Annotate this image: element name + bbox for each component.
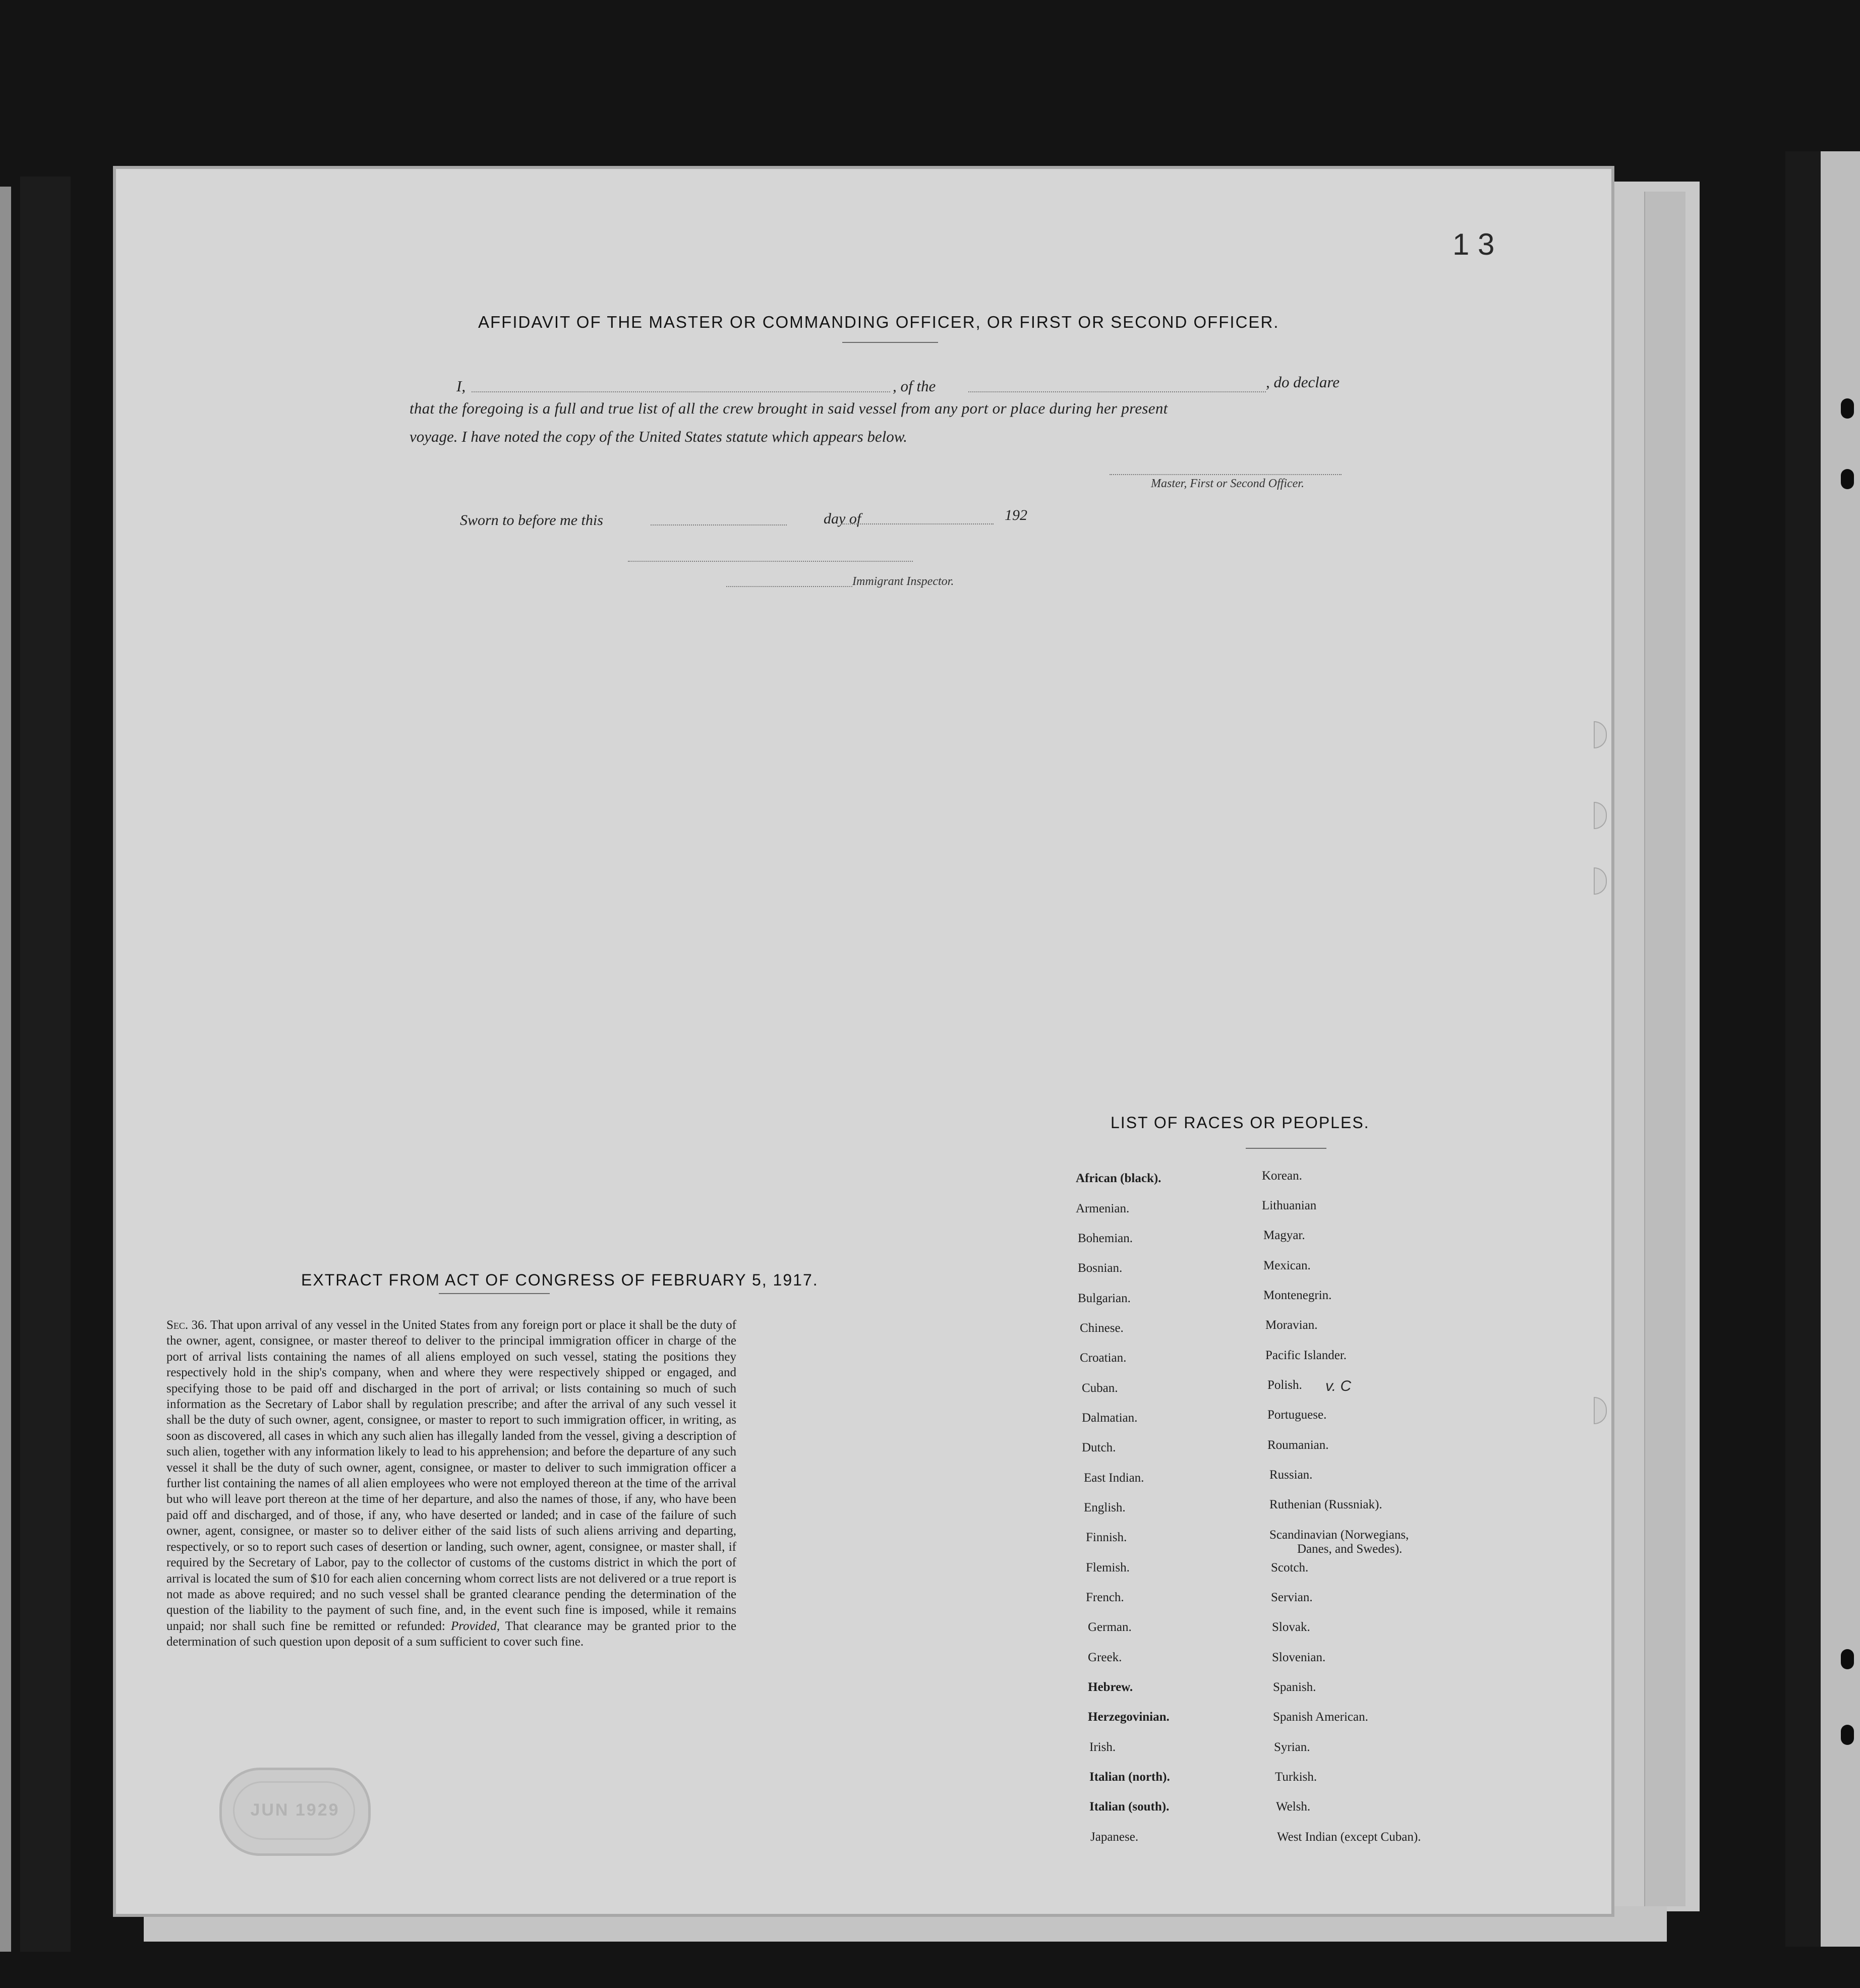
section-label: Sec. 36. xyxy=(166,1318,207,1332)
inspector-caption: Immigrant Inspector. xyxy=(852,575,954,588)
provided-word: Provided, xyxy=(451,1619,500,1633)
race-item: German. xyxy=(1088,1620,1132,1634)
vessel-blank xyxy=(968,391,1266,392)
extract-text-2: That clearance may be granted prior to the determination of such question upon deposit of a sum sufficient to cover such fine. xyxy=(166,1619,736,1649)
race-item: Syrian. xyxy=(1274,1740,1310,1754)
race-item: Finnish. xyxy=(1086,1531,1127,1544)
affidavit-heading: AFFIDAVIT OF THE MASTER OR COMMANDING OFFICER, OR FIRST OR SECOND OFFICER. xyxy=(478,313,1280,331)
left-film-edge xyxy=(0,187,11,1952)
race-item: Bulgarian. xyxy=(1078,1292,1131,1305)
affidavit-i: I, xyxy=(456,377,466,395)
inspector-signature-line xyxy=(628,561,913,562)
punch-hole xyxy=(1841,1725,1854,1745)
race-item: Hebrew. xyxy=(1088,1680,1133,1694)
extract-underline xyxy=(439,1293,550,1294)
affidavit-line-2: that the foregoing is a full and true list of all the crew brought in said vessel from any port or place during her present xyxy=(410,399,1168,417)
name-blank xyxy=(472,391,890,392)
race-item: Polish. xyxy=(1267,1378,1302,1392)
race-item: Dutch. xyxy=(1082,1441,1116,1454)
race-item: Italian (south). xyxy=(1089,1800,1170,1814)
race-item: Spanish. xyxy=(1273,1680,1316,1694)
race-item: Korean. xyxy=(1262,1169,1302,1183)
race-item: Mexican. xyxy=(1263,1259,1311,1272)
extract-heading: EXTRACT FROM ACT OF CONGRESS OF FEBRUARY 5, 1917. xyxy=(301,1271,819,1289)
day-of-text: day of xyxy=(824,510,861,527)
race-item: Bosnian. xyxy=(1078,1261,1123,1275)
race-item: Servian. xyxy=(1271,1591,1313,1604)
race-item: Greek. xyxy=(1088,1651,1122,1664)
corner-handwritten-mark: 1 3 xyxy=(1452,227,1495,261)
race-item: French. xyxy=(1086,1591,1124,1604)
races-heading: LIST OF RACES OR PEOPLES. xyxy=(1111,1114,1370,1132)
received-stamp xyxy=(219,1768,371,1856)
race-item: African (black). xyxy=(1076,1172,1161,1185)
race-item: Welsh. xyxy=(1276,1800,1311,1814)
affidavit-do-declare: , do declare xyxy=(1266,373,1340,391)
affidavit-line-3: voyage. I have noted the copy of the United States statute which appears below. xyxy=(410,428,907,445)
race-item: Italian (north). xyxy=(1089,1770,1170,1784)
punch-hole xyxy=(1841,469,1854,489)
race-item: Japanese. xyxy=(1090,1830,1139,1844)
race-item: Armenian. xyxy=(1076,1202,1130,1215)
right-film-gap xyxy=(1785,151,1821,1947)
race-item: Portuguese. xyxy=(1267,1408,1327,1422)
sworn-day-blank xyxy=(651,524,787,525)
race-item: Scandinavian (Norwegians, xyxy=(1269,1528,1409,1542)
race-item: Flemish. xyxy=(1086,1561,1130,1574)
race-item: Irish. xyxy=(1089,1740,1116,1754)
handwritten-mark: v. C xyxy=(1325,1378,1352,1394)
race-item: Dalmatian. xyxy=(1082,1411,1138,1425)
master-signature-line xyxy=(1110,474,1342,475)
race-item: Turkish. xyxy=(1275,1770,1317,1784)
race-item: English. xyxy=(1084,1501,1126,1514)
race-item: Moravian. xyxy=(1265,1318,1318,1332)
race-item: Slovenian. xyxy=(1272,1651,1326,1664)
race-item: East Indian. xyxy=(1084,1471,1144,1485)
race-item: West Indian (except Cuban). xyxy=(1277,1830,1421,1844)
race-item: Roumanian. xyxy=(1267,1438,1329,1452)
punch-hole xyxy=(1841,398,1854,419)
month-blank xyxy=(842,523,994,524)
master-caption: Master, First or Second Officer. xyxy=(1151,477,1304,490)
race-item: Croatian. xyxy=(1080,1351,1127,1365)
race-item: Cuban. xyxy=(1082,1381,1118,1395)
race-item: Bohemian. xyxy=(1078,1232,1133,1245)
race-item: Ruthenian (Russniak). xyxy=(1269,1498,1382,1511)
race-item: Russian. xyxy=(1269,1468,1313,1482)
inspector-line-short xyxy=(726,586,852,587)
stamp-date: JUN 1929 xyxy=(250,1800,340,1820)
race-item: Pacific Islander. xyxy=(1265,1349,1347,1362)
affidavit-of-the: , of the xyxy=(893,377,936,395)
left-film-gap xyxy=(20,177,71,1952)
extract-body xyxy=(166,1317,736,1650)
race-item: Magyar. xyxy=(1263,1229,1305,1242)
race-item: Lithuanian xyxy=(1262,1199,1317,1212)
race-item-continuation: Danes, and Swedes). xyxy=(1297,1542,1403,1556)
race-item: Scotch. xyxy=(1271,1561,1309,1574)
extract-text-1: That upon arrival of any vessel in the United States from any foreign port or place it shall be the duty of the owner, agent, consignee, or master thereof to deliver to the principal immigration officer in charge of the port of arrival lists containing the names of all aliens employed on such vessel, stating the positions they respectively hold in the ship's company, when and where they were respectively shipped or engaged, and specifying those to be paid off and discharged in the port of arrival; or lists containing so much of such information as the Secretary of Labor shall by regulation prescribe; and after the arrival of any such vessel it shall be the duty of such owner, agent, consignee, or master to report to such immigration officer, in writing, as soon as discovered, all cases in which any such alien has illegally landed from the vessel, giving a description of such alien, together with any information likely to lead to his apprehension; and before the departure of any such vessel it shall be the duty of such owner, agent, consignee, or master to deliver to such immigration officer a further list containing the names of all alien employees who were not employed thereon at the time of the arrival but who will leave port thereon at the time of her departure, and also the names of those, if any, who have been paid off and discharged, and of those, if any, who have deserted or landed; and in case of the failure of such owner, agent, consignee, or master so to deliver either of the said lists of such aliens arriving and departing, respectively, or so to report such cases of desertion or landing, such owner, agent, consignee, or master shall, if required by the Secretary of Labor, pay to the collector of customs of the customs district in which the port of arrival is located the sum of $10 for each alien concerning whom correct lists are not delivered or a true report is not made as above required; and no such vessel shall be granted clearance pending the determination of the question of the liability to the payment of such fine, and, in the event such fine is imposed, while it remains unpaid; nor shall such fine be remitted or refunded: xyxy=(166,1318,737,1633)
heading-underline xyxy=(842,342,938,343)
race-item: Herzegovinian. xyxy=(1088,1710,1170,1724)
punch-hole xyxy=(1841,1649,1854,1669)
year-text: 192 xyxy=(1005,507,1027,523)
race-item: Montenegrin. xyxy=(1263,1289,1332,1302)
race-item: Chinese. xyxy=(1080,1321,1124,1335)
races-underline xyxy=(1246,1148,1326,1149)
race-item: Slovak. xyxy=(1272,1620,1310,1634)
back-sheet-edge xyxy=(1644,192,1685,1906)
sworn-text: Sworn to before me this xyxy=(460,512,603,529)
race-item: Spanish American. xyxy=(1273,1710,1368,1724)
